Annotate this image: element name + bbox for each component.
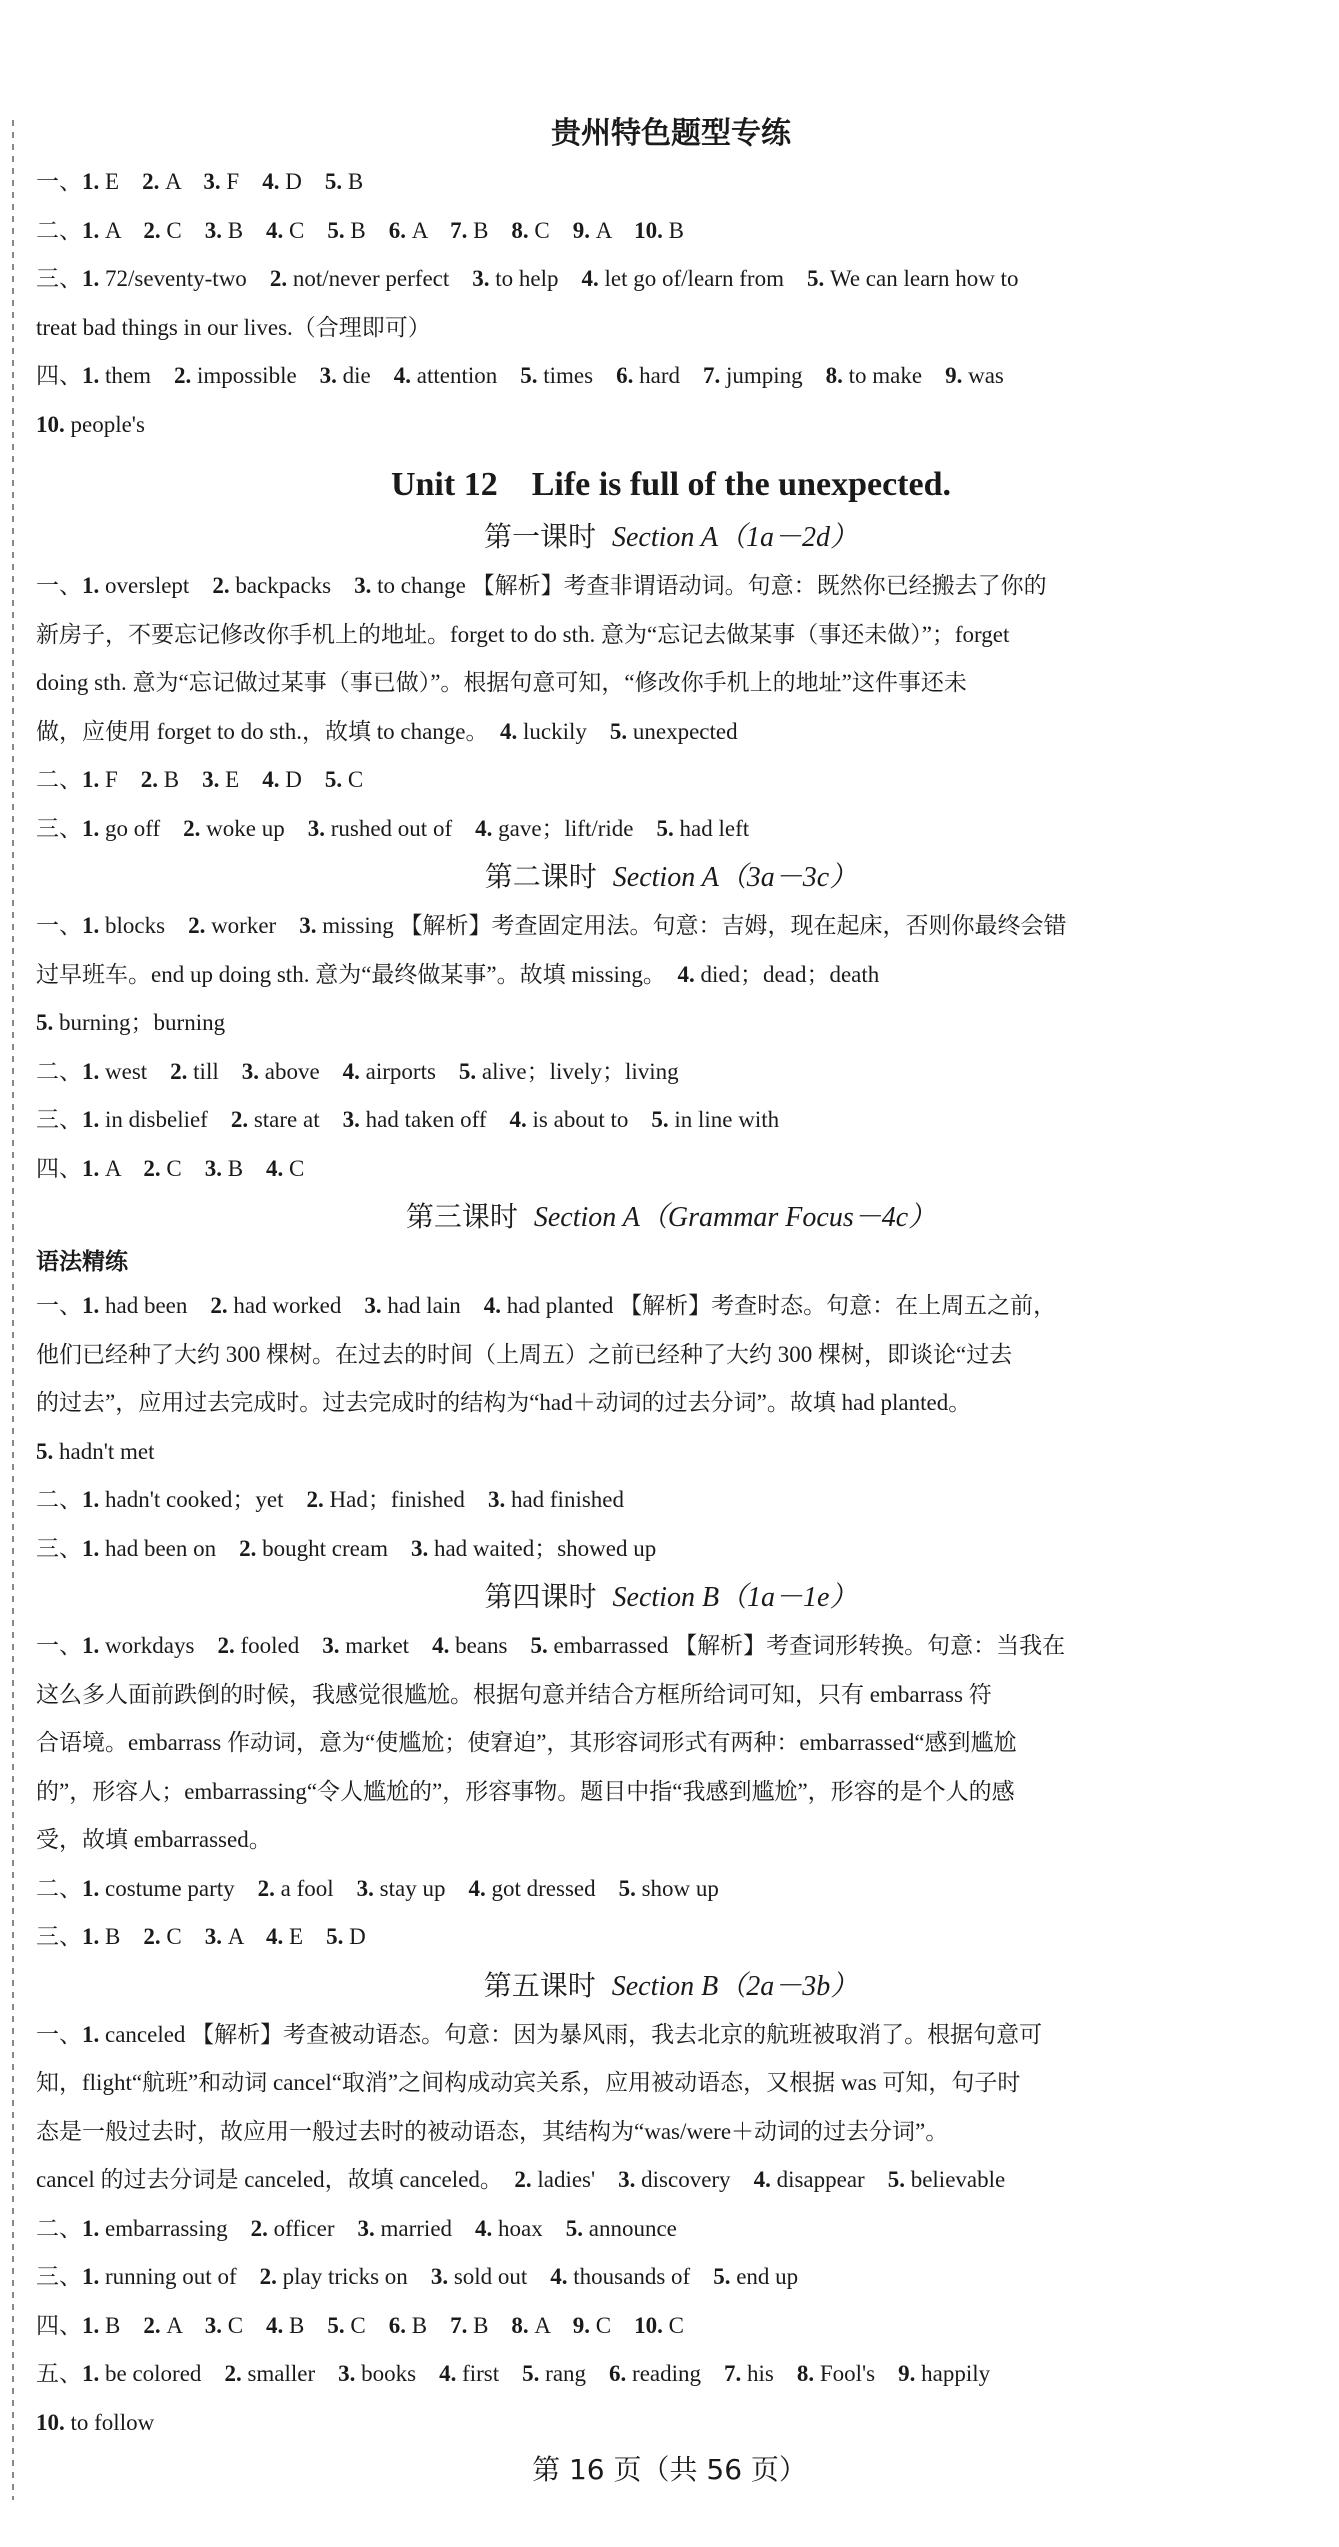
margin-dashed-line — [12, 120, 14, 2500]
answer-line: 受，故填 embarrassed。 — [36, 1827, 272, 1852]
answer-line: 四、1. A 2. C 3. B 4. C — [36, 1155, 305, 1181]
page-content — [36, 110, 1306, 2447]
answer-line: 5. hadn't met — [36, 1438, 155, 1464]
answer-line: 的”，形容人；embarrassing“令人尴尬的”，形容事物。题目中指“我感到尴尬”，形容的是个人的感 — [36, 1778, 1015, 1804]
answer-line: 一、1. workdays 2. fooled 3. market 4. beans 5. embarrassed 【解析】考查词形转换。句意：当我在 — [36, 1633, 1066, 1658]
answer-line: 二、1. F 2. B 3. E 4. D 5. C — [36, 767, 364, 792]
lesson-section: Section B（1a－1e） — [612, 1582, 858, 1613]
page-footer: 第 16 页（共 56 页） — [532, 2453, 807, 2486]
lesson-name: 第二课时 — [484, 860, 597, 893]
answer-line: 5. burning；burning — [36, 1010, 226, 1035]
answer-line: 一、1. had been 2. had worked 3. had lain 4. had planted 【解析】考查时态。句意：在上周五之前， — [36, 1293, 1057, 1318]
answer-line: 二、1. A 2. C 3. B 4. C 5. B 6. A 7. B 8. C 9. A 10. B — [36, 217, 684, 243]
answer-line: 二、1. west 2. till 3. above 4. airports 5. alive；lively；living — [36, 1058, 679, 1084]
answer-line: 态是一般过去时，故应用一般过去时的被动语态，其结构为“was/were＋动词的过去分词”。 — [36, 2118, 949, 2144]
lesson-section: Section B（2a－3b） — [611, 1970, 859, 2002]
lesson-heading — [36, 1962, 1306, 2011]
answer-line: cancel 的过去分词是 canceled，故填 canceled。 2. ladies' 3. discovery 4. disappear 5. believable — [36, 2167, 1006, 2192]
lesson-heading — [36, 1193, 1306, 1242]
answer-line: 三、1. running out of 2. play tricks on 3. sold out 4. thousands of 5. end up — [36, 2264, 799, 2289]
answer-line: 新房子，不要忘记修改你手机上的地址。forget to do sth. 意为“忘记去做某事（事还未做）”；forget — [36, 621, 1010, 647]
lesson-name: 第四课时 — [484, 1580, 597, 1613]
answer-line: 知，flight“航班”和动词 cancel“取消”之间构成动宾关系，应用被动语态，又根据 was 可知，句子时 — [36, 2070, 1021, 2095]
answer-line: 四、1. them 2. impossible 3. die 4. attention 5. times 6. hard 7. jumping 8. to make 9. was — [36, 363, 1004, 388]
answer-line: 三、1. had been on 2. bought cream 3. had waited；showed up — [36, 1535, 657, 1561]
lesson-section: Section A（3a－3c） — [612, 862, 858, 893]
answer-line: 一、1. canceled 【解析】考查被动语态。句意：因为暴风雨，我去北京的航班被取消了。根据句意可 — [36, 2021, 1043, 2047]
lesson-subheading: 语法精练 — [36, 1249, 128, 1275]
answer-line: 这么多人面前跌倒的时候，我感觉很尴尬。根据句意并结合方框所给词可知，只有 embarrass 符 — [36, 1681, 992, 1707]
lesson-name: 第一课时 — [483, 520, 596, 553]
answer-line: 过早班车。end up doing sth. 意为“最终做某事”。故填 missing。 4. died；dead；death — [36, 961, 880, 987]
guizhou-answers — [36, 158, 1306, 449]
lesson-heading — [36, 1573, 1306, 1622]
answer-line: 10. to follow — [36, 2409, 155, 2435]
lesson-section: Section A（1a－2d） — [612, 522, 859, 553]
lesson-name: 第三课时 — [405, 1200, 518, 1233]
lessons-container — [36, 513, 1306, 2447]
answer-line: 二、1. embarrassing 2. officer 3. married 4. hoax 5. announce — [36, 2215, 677, 2241]
answer-line: 的过去”，应用过去完成时。过去完成时的结构为“had＋动词的过去分词”。故填 had planted。 — [36, 1390, 972, 1415]
answer-line: 三、1. go off 2. woke up 3. rushed out of 4. gave；lift/ride 5. had left — [36, 815, 750, 841]
answer-line: doing sth. 意为“忘记做过某事（事已做）”。根据句意可知，“修改你手机上的地址”这件事还未 — [36, 670, 967, 695]
answer-line: 三、1. in disbelief 2. stare at 3. had taken off 4. is about to 5. in line with — [36, 1107, 780, 1132]
answer-line: 10. people's — [36, 411, 145, 437]
answer-line: 合语境。embarrass 作动词，意为“使尴尬；使窘迫”，其形容词形式有两种：embarrassed“感到尴尬 — [36, 1730, 1017, 1755]
lesson-section: Section A（Grammar Focus－4c） — [533, 1202, 937, 1233]
lesson-heading — [36, 853, 1306, 902]
lesson-heading — [36, 513, 1306, 562]
answer-line: 三、1. 72/seventy-two 2. not/never perfect 3. to help 4. let go of/learn from 5. We can learn how to — [36, 266, 1019, 291]
answer-line: 二、1. costume party 2. a fool 3. stay up 4. got dressed 5. show up — [36, 1875, 719, 1901]
answer-line: 五、1. be colored 2. smaller 3. books 4. first 5. rang 6. reading 7. his 8. Fool's 9. happily — [36, 2361, 991, 2386]
answer-line: 一、1. blocks 2. worker 3. missing 【解析】考查固定用法。句意：吉姆，现在起床，否则你最终会错 — [36, 913, 1067, 938]
answer-line: 做，应使用 forget to do sth.，故填 to change。 4. luckily 5. unexpected — [36, 718, 738, 744]
answer-line: 二、1. hadn't cooked；yet 2. Had；finished 3. had finished — [36, 1487, 624, 1512]
unit-title: Unit 12 Life is full of the unexpected. — [390, 466, 952, 503]
lesson-name: 第五课时 — [483, 1968, 596, 2002]
answer-line: treat bad things in our lives.（合理即可） — [36, 314, 431, 340]
section-title: 贵州特色题型专练 — [551, 116, 791, 151]
answer-line: 一、1. overslept 2. backpacks 3. to change 【解析】考查非谓语动词。句意：既然你已经搬去了你的 — [36, 573, 1047, 598]
answer-line: 一、1. E 2. A 3. F 4. D 5. B — [36, 169, 364, 194]
answer-line: 四、1. B 2. A 3. C 4. B 5. C 6. B 7. B 8. A 9. C 10. C — [36, 2312, 684, 2338]
answer-line: 他们已经种了大约 300 棵树。在过去的时间（上周五）之前已经种了大约 300 棵树，即谈论“过去 — [36, 1341, 1013, 1367]
answer-line: 三、1. B 2. C 3. A 4. E 5. D — [36, 1924, 366, 1949]
